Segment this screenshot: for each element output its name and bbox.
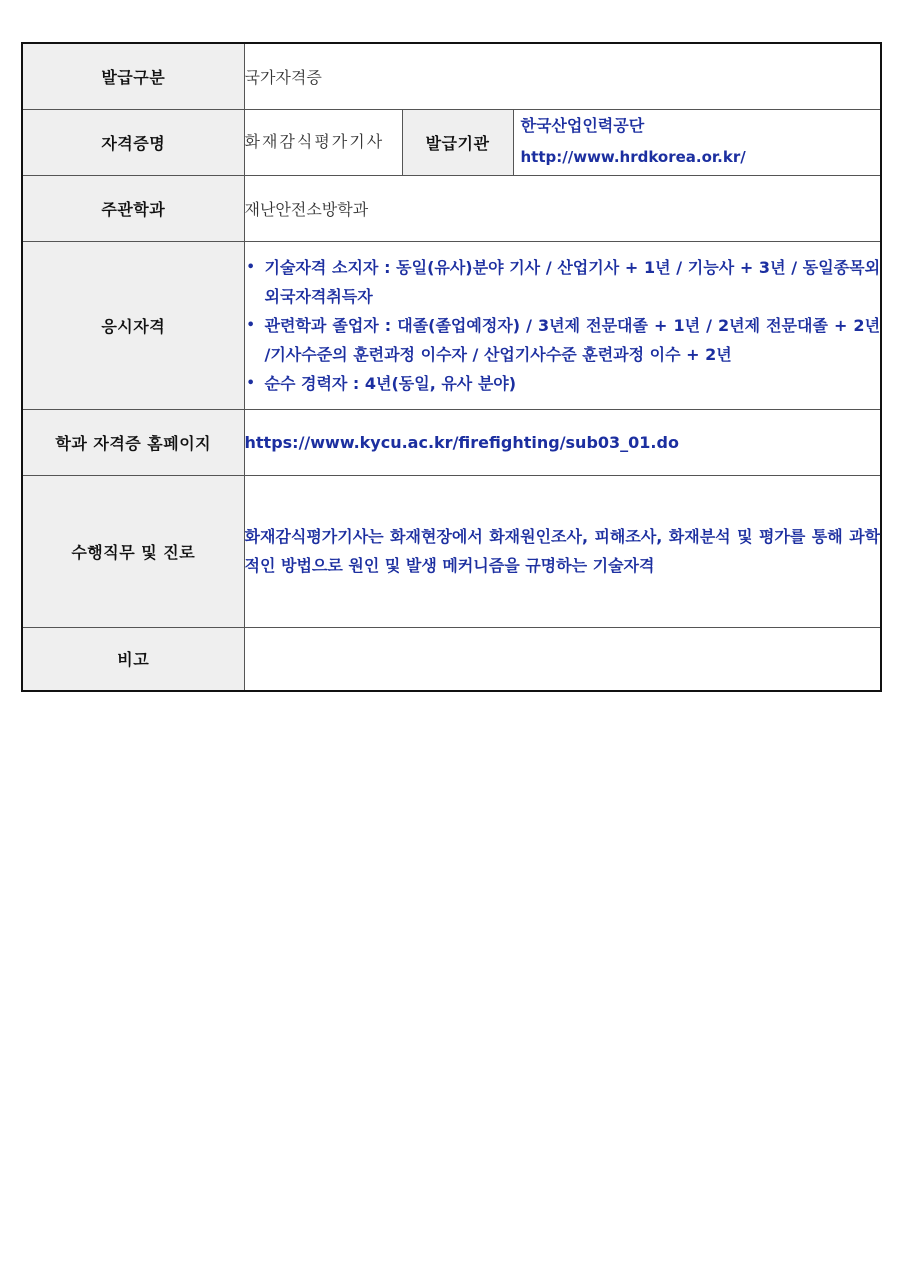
issue-type-value: 국가자격증: [244, 43, 881, 109]
duties-label: 수행직무 및 진로: [22, 475, 244, 627]
eligibility-list: [245, 253, 881, 398]
department-label: 주관학과: [22, 175, 244, 241]
issuer-label: 발급기관: [402, 109, 513, 175]
issue-type-row: [22, 43, 881, 109]
department-row: [22, 175, 881, 241]
duties-cell: [244, 475, 881, 627]
duties-row: [22, 475, 881, 627]
cert-name-label: 자격증명: [22, 109, 244, 175]
eligibility-item-experience: • 순수 경력자 : 4년(동일, 유사 분야): [245, 369, 881, 398]
remarks-label: 비고: [22, 627, 244, 691]
eligibility-row: [22, 241, 881, 409]
eligibility-cell: [244, 241, 881, 409]
cert-name-row: [22, 109, 881, 175]
issuer-cell: [513, 109, 881, 175]
certificate-info-table: [21, 42, 882, 692]
eligibility-item-graduate: • 관련학과 졸업자 : 대졸(졸업예정자) / 3년제 전문대졸 + 1년 / 2년제 전문대졸 + 2년 /기사수준의 훈련과정 이수자 / 산업기사수준 훈련과정 이수 + 2년: [245, 311, 881, 369]
duties-text: 화재감식평가기사는 화재현장에서 화재원인조사, 피해조사, 화재분석 및 평가를 통해 과학적인 방법으로 원인 및 발생 메커니즘을 규명하는 기술자격: [244, 527, 881, 575]
homepage-url-link[interactable]: https://www.kycu.ac.kr/firefighting/sub03_01.do: [244, 409, 881, 475]
issuer-url-link[interactable]: http://www.hrdkorea.or.kr/: [520, 148, 746, 166]
eligibility-label: 응시자격: [22, 241, 244, 409]
remarks-row: [22, 627, 881, 691]
remarks-value: [244, 627, 881, 691]
homepage-row: [22, 409, 881, 475]
cert-name-value: 화재감식평가기사: [244, 132, 385, 151]
cert-name-cell: [244, 109, 402, 175]
issue-type-label: 발급구분: [22, 43, 244, 109]
eligibility-item-technical: • 기술자격 소지자 : 동일(유사)분야 기사 / 산업기사 + 1년 / 기능사 + 3년 / 동일종목외 외국자격취득자: [245, 253, 881, 311]
department-value: 재난안전소방학과: [244, 175, 881, 241]
homepage-label: 학과 자격증 홈페이지: [22, 409, 244, 475]
issuer-name: 한국산업인력공단: [520, 116, 645, 135]
